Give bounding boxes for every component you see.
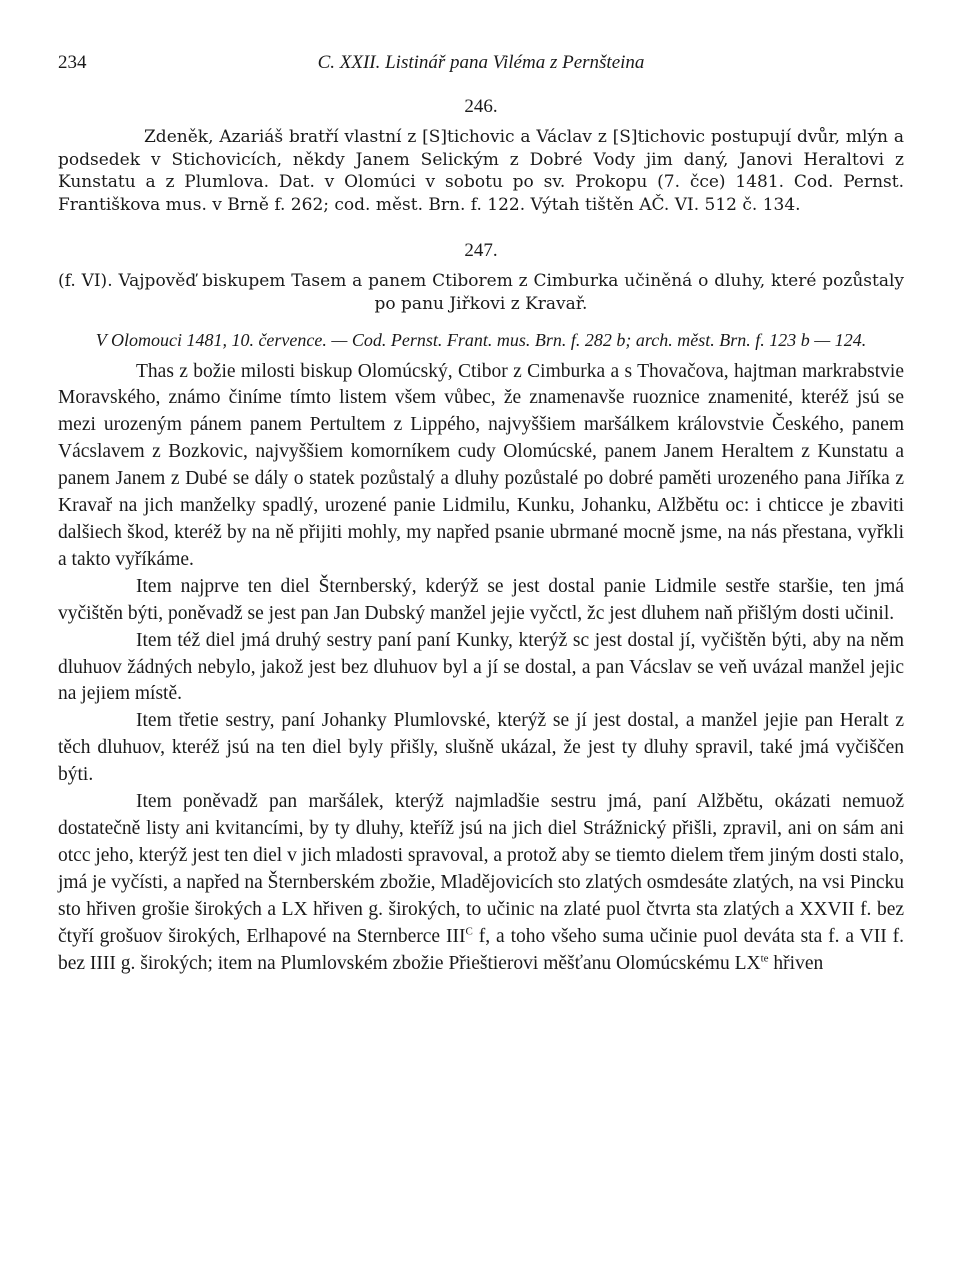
entry-number-246: 246.: [464, 96, 498, 117]
body-paragraph: Thas z božie milosti biskup Olomúcský, Ctibor z Cimburka a s Thovačova, hajtman markrabstvie Moravského, známo činíme tímto listem všem vůbec, že znamenavše ruoznice znamenité, kteréž jsú se mezi urozeným pánem panem Pertultem z Lippého, najvyššiem maršálkem královstvie Českého, panem Vácslavem z Bozkovic, najvyššiem komorníkem cudy Olomúcské, panem Janem Heraltem z Kunstatu a panem Janem z Dubé se dály o statek pozůstalý a dluhy pozůstalé po dobré paměti urozeného pana Jiříka z Kravař na jich manželky spadlý, urozené panie Lidmilu, Kunku, Johanku, Alžbětu oc: i chticce je zbaviti dalšiech škod, kteréž by na ně přijiti mohly, my napřed psanie ubrmané mocně jsme, na nás přestana, vyřkli a takto vyříkáme.: [58, 360, 904, 570]
entry-number-247: 247.: [464, 240, 498, 262]
running-head: [58, 52, 904, 86]
running-title: C. XXII. Listinář pana Viléma z Pernšteina: [317, 52, 645, 73]
page-number: 234: [58, 52, 87, 73]
regest-247: (f. VI). Vajpověď biskupem Tasem a panem Ctiborem z Cimburka učiněná o dluhy, které pozůstaly po panu Jiřkovi z Kravař.: [58, 271, 904, 314]
document-page: [58, 52, 904, 977]
regest-246: Zdeněk, Azariáš bratří vlastní z [S]tichovic a Václav z [S]tichovic postupují dvůr, mlýn a podsedek v Stichovicích, někdy Janem Selickým z Dobré Vody jim daný, Janovi Heraltovi z Kunstatu a z Plumlova. Dat. v Olomúci v sobotu po sv. Prokopu (7. čce) 1481. Cod. Pernst. Františkova mus. v Brně f. 262; cod. měst. Brn. f. 122. Výtah tištěn AČ. VI. 512 č. 134.: [58, 127, 904, 215]
body-paragraph: Item najprve ten diel Šternberský, kderýž se jest dostal panie Lidmile sestře staršie, ten jmá vyčištěn býti, poněvadž se jest pan Jan Dubský manžel jejie vyčctl, žc jest dluhem naň přišlým dosti učinil.: [58, 575, 904, 624]
dateline-247: V Olomouci 1481, 10. července. — Cod. Pernst. Frant. mus. Brn. f. 282 b; arch. měst. Brn. f. 123 b — 124.: [95, 329, 867, 350]
body-paragraph: Item třetie sestry, paní Johanky Plumlovské, kterýž se jí jest dostal, a manžel jejie pan Heralt z těch dluhuov, kteréž jsú na ten diel byly přišly, slušně ukázal, že jest ty dluhy spravil, také jmá vyčiščen býti.: [58, 710, 904, 786]
body-paragraph: Item též diel jmá druhý sestry paní paní Kunky, kterýž sc jest dostal jí, vyčištěn býti, aby na něm dluhuov žádných nebylo, jakož jest bez dluhuov byl a jí se dostal, a pan Vácslav se veň uvázal manžel jejic na jejiem místě.: [58, 629, 904, 705]
body-paragraph: Item poněvadž pan maršálek, kterýž najmladšie sestru jmá, paní Alžbětu, okázati nemuož dostatečně listy ani kvitancími, by ty dluhy, kteříž jsú na jich diel Strážnický přišli, zpravil, ani on sám ani otcc jeho, kterýž jest ten diel v jich mladosti spravoval, a protož aby se tiemto dielem třem jiným dosti stalo, jmá je vyčísti, a napřed na Šternberském zbožie, Mladějovicích sto zlatých osmdesáte zlatých, na vsi Pincku sto hřiven grošie širokých a LX hřiven g. širokých, to učinic na zlaté puol čtvrta sta zlatých a XXVII f. bez čtyří grošuov širokých, Erlhapové na Sternberce $III^C$ f, a toho všeho suma učinie puol deváta sta f. a VII f. bez IIII g. širokých; item na Plumlovském zbožie Přieštierovi měšťanu Olomúcskému $LX^{te}$ hřiven: [58, 791, 904, 974]
document-body: [58, 359, 904, 978]
